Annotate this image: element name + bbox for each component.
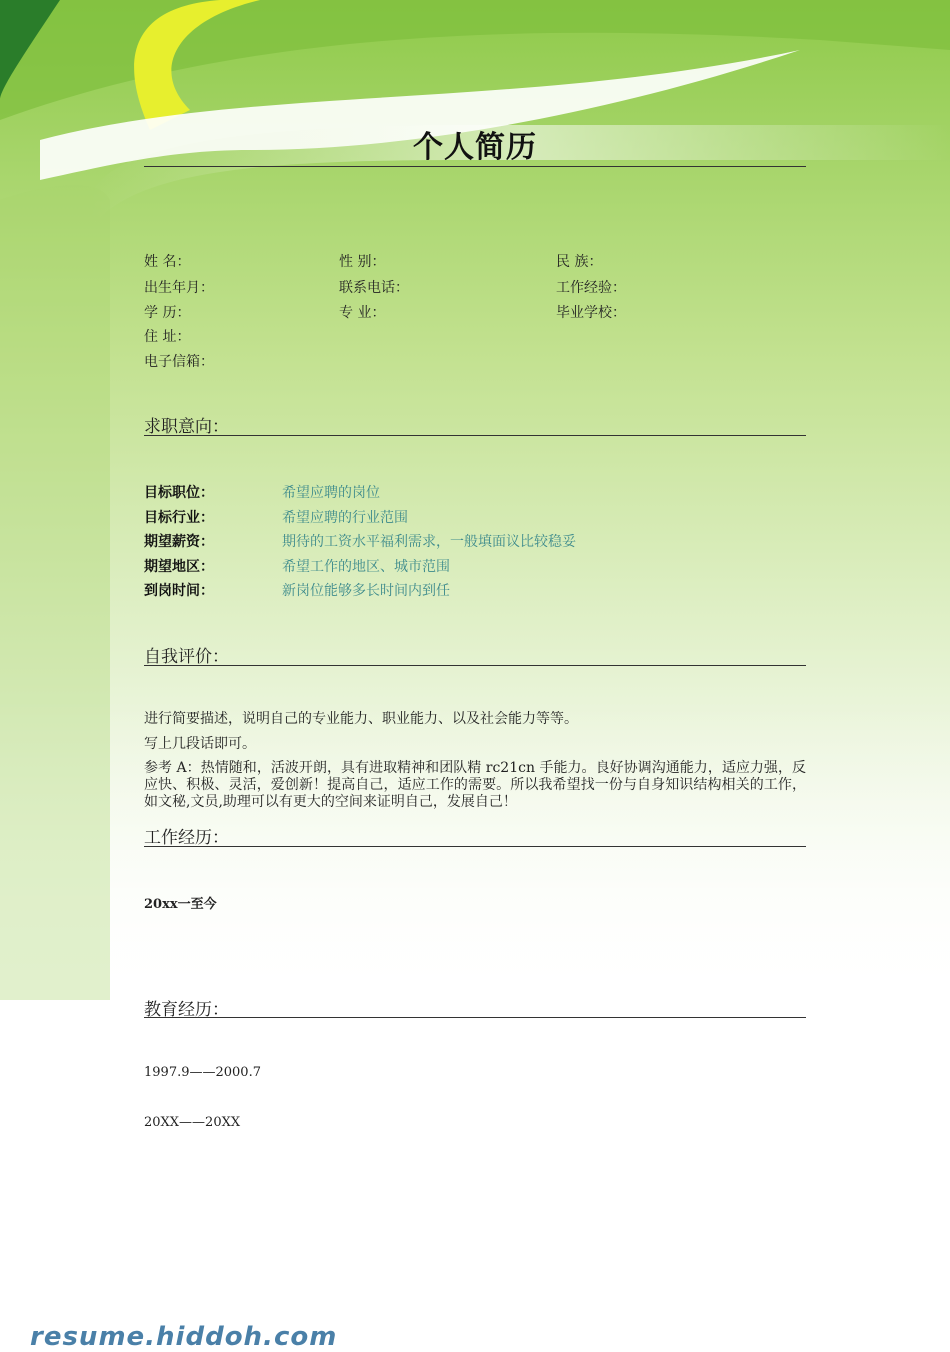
expected-region-value: 希望工作的地区、城市范围	[282, 559, 450, 575]
expected-region-label: 期望地区：	[144, 559, 214, 575]
phone-label: 联系电话：	[339, 280, 409, 296]
self-eval-line-2: 写上几段话即可。	[144, 736, 256, 752]
job-intention-heading: 求职意向：	[144, 417, 229, 437]
education-period-2: 20XX——20XX	[144, 1115, 241, 1130]
expected-salary-value: 期待的工资水平福利需求，一般填面议比较稳妥	[282, 534, 576, 550]
experience-label: 工作经验：	[556, 280, 626, 296]
birth-label: 出生年月：	[144, 280, 214, 296]
education-period-1: 1997.9——2000.7	[144, 1065, 261, 1080]
email-label: 电子信箱：	[144, 354, 214, 370]
major-label: 专 业：	[339, 305, 386, 321]
start-time-label: 到岗时间：	[144, 583, 214, 599]
footer-watermark: resume.hiddoh.com	[30, 1322, 338, 1352]
education-label: 学 历：	[144, 305, 191, 321]
gender-label: 性 别：	[339, 254, 386, 270]
target-industry-value: 希望应聘的行业范围	[282, 510, 408, 526]
target-position-value: 希望应聘的岗位	[282, 485, 380, 501]
education-divider	[144, 1017, 806, 1018]
work-divider	[144, 846, 806, 847]
address-label: 住 址：	[144, 329, 191, 345]
self-eval-line-1: 进行简要描述，说明自己的专业能力、职业能力、以及社会能力等等。	[144, 711, 578, 727]
job-intention-divider	[144, 435, 806, 436]
self-eval-reference: 参考 A：热情随和，活波开朗，具有进取精神和团队精 rc21cn 手能力。良好协调沟通能力，适应力强，反应快、积极、灵活，爱创新！提高自己，适应工作的需要。所以我希望找一份与自身知识结构相关的工作，如文秘,文员,助理可以有更大的空间来证明自己，发展自己！	[144, 760, 806, 810]
school-label: 毕业学校：	[556, 305, 626, 321]
work-period: 20xx一至今	[144, 897, 217, 912]
education-heading: 教育经历：	[144, 1000, 229, 1020]
target-position-label: 目标职位：	[144, 485, 214, 501]
self-eval-heading: 自我评价：	[144, 647, 229, 667]
title-divider	[144, 166, 806, 167]
ethnicity-label: 民 族：	[556, 254, 603, 270]
work-heading: 工作经历：	[144, 828, 229, 848]
page-title: 个人简历	[413, 130, 537, 165]
expected-salary-label: 期望薪资：	[144, 534, 214, 550]
target-industry-label: 目标行业：	[144, 510, 214, 526]
name-label: 姓 名：	[144, 254, 191, 270]
self-eval-divider	[144, 665, 806, 666]
start-time-value: 新岗位能够多长时间内到任	[282, 583, 450, 599]
